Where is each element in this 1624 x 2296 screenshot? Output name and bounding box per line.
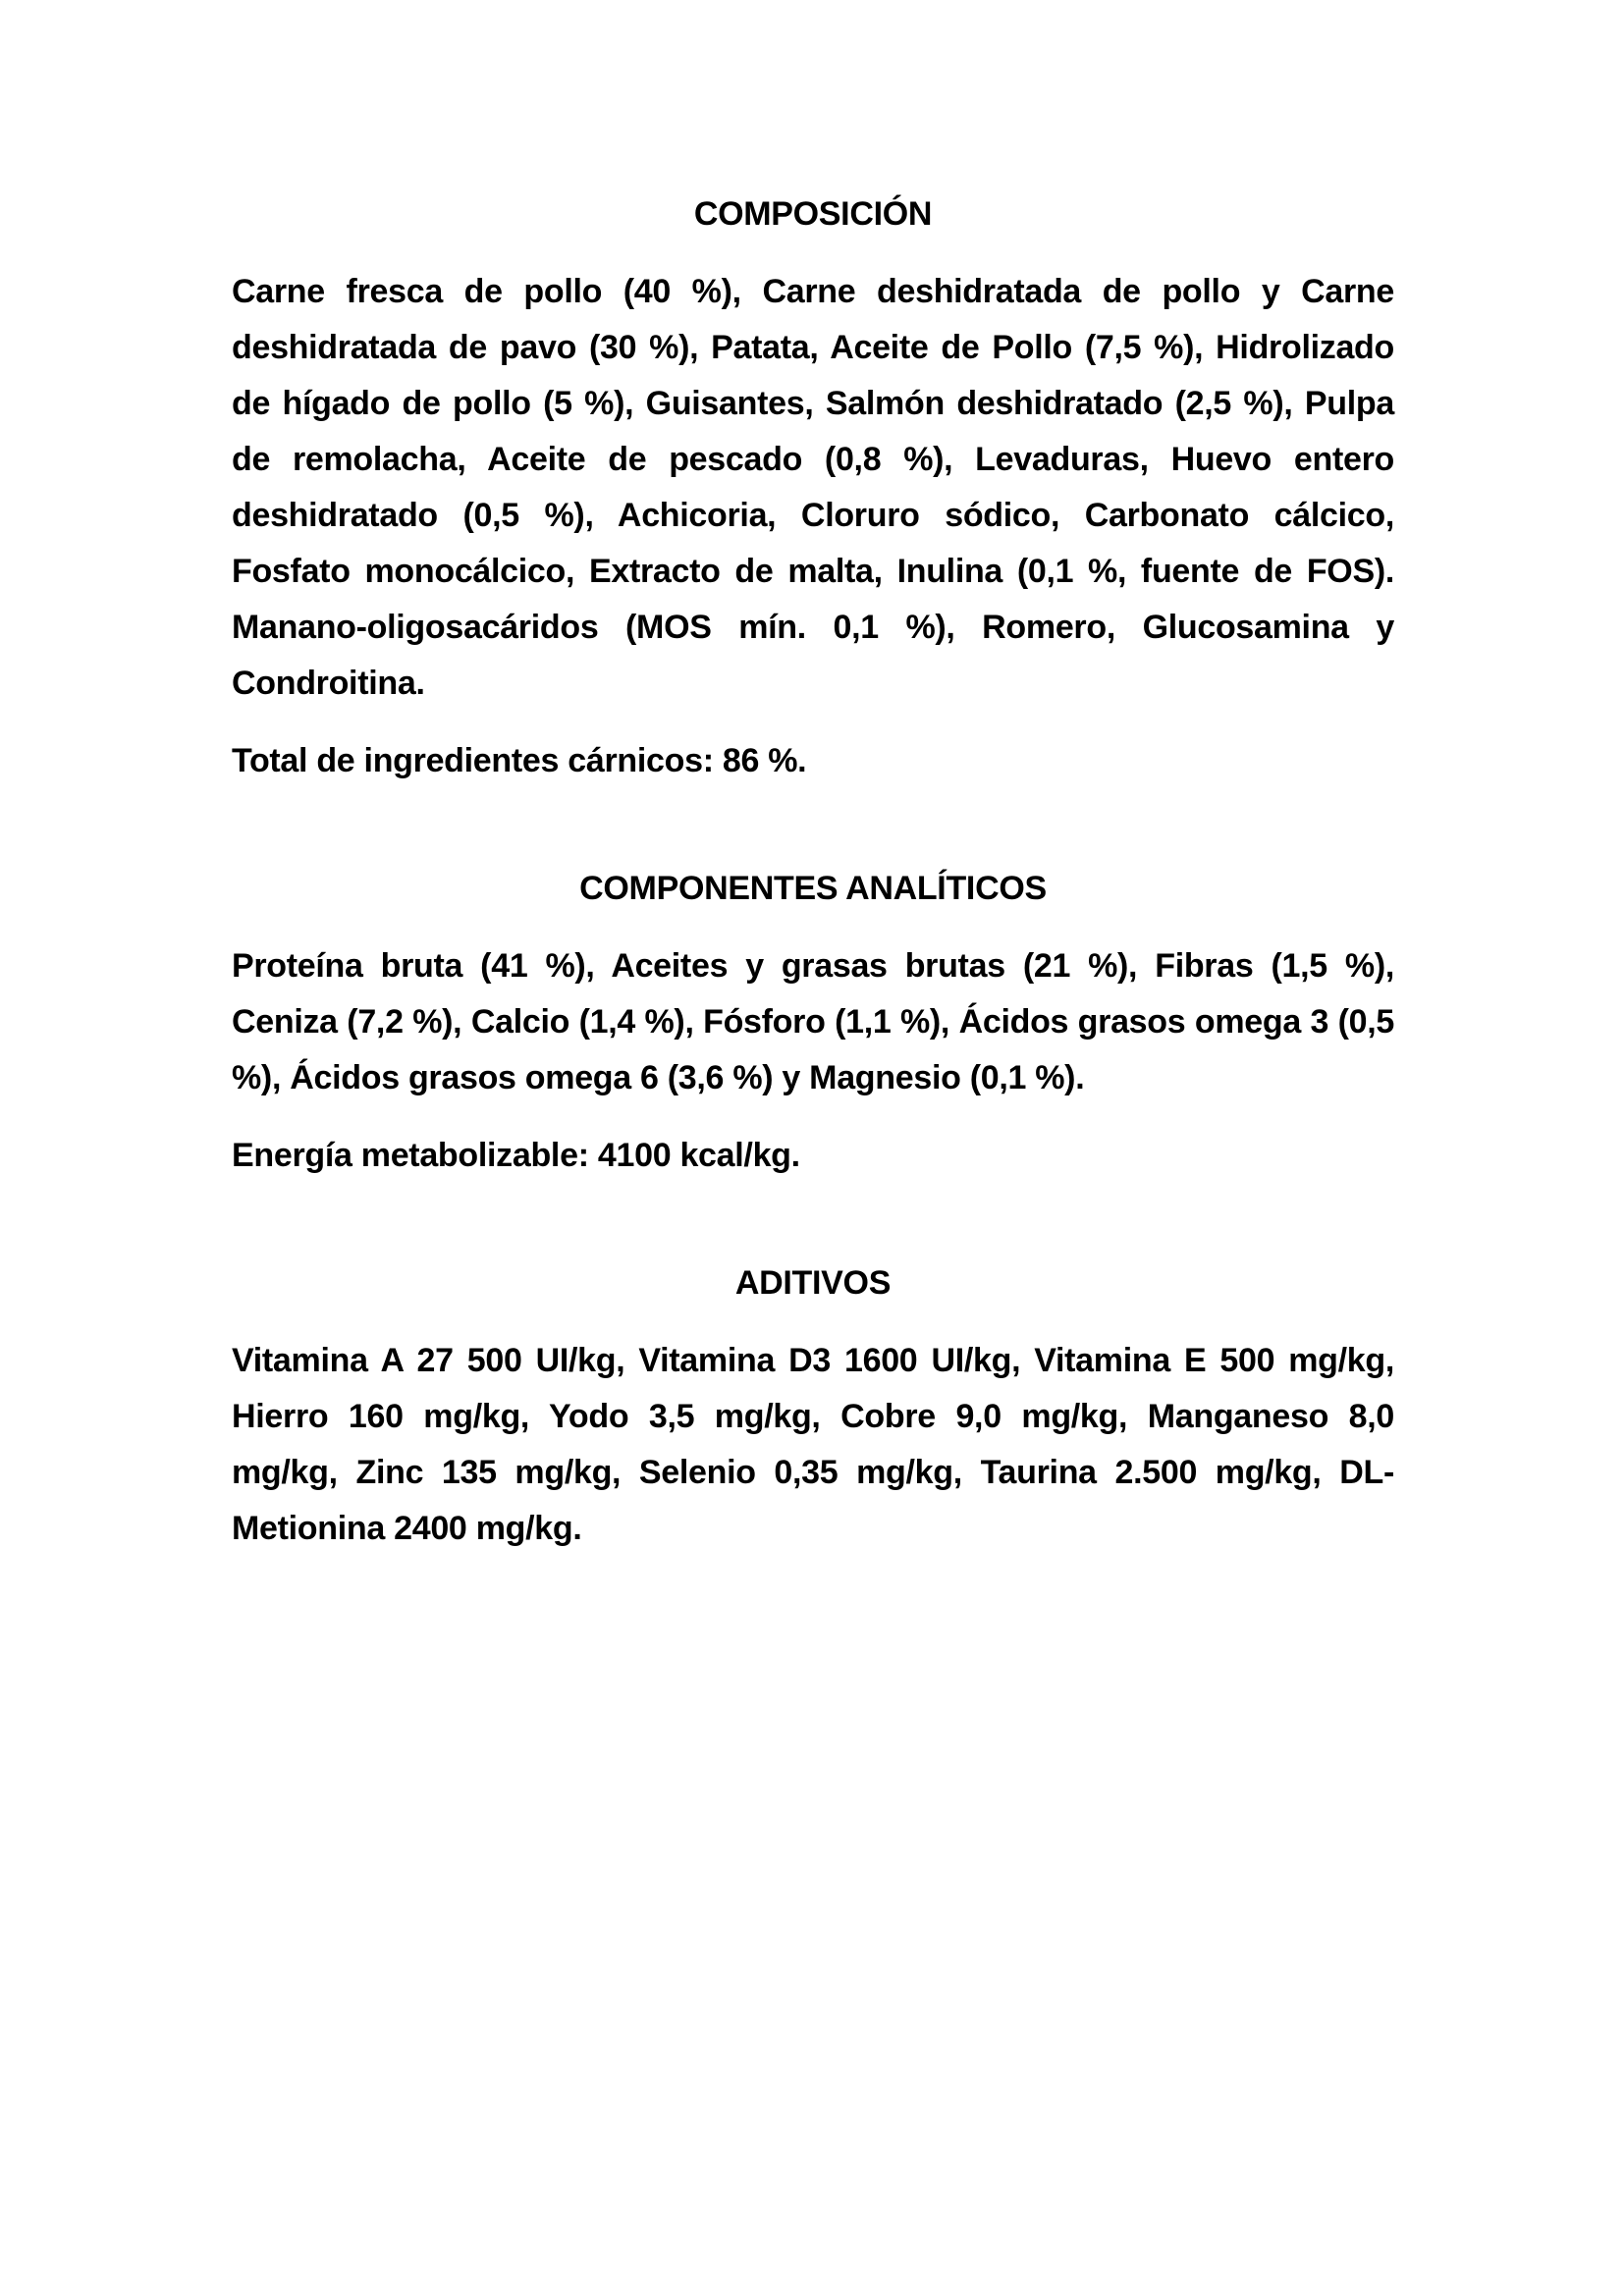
section-componentes-analiticos [232,861,1394,1184]
composicion-ingredients-paragraph: Carne fresca de pollo (40 %), Carne deshidratada de pollo y Carne deshidratada de pavo (30 %), Patata, Aceite de Pollo (7,5 %), Hidrolizado de hígado de pollo (5 %), Guisantes, Salmón deshidratado (2,5 %), Pulpa de remolacha, Aceite de pescado (0,8 %), Levaduras, Huevo entero deshidratado (0,5 %), Achicoria, Cloruro sódico, Carbonato cálcico, Fosfato monocálcico, Extracto de malta, Inulina (0,1 %, fuente de FOS). Manano-oligosacáridos (MOS mín. 0,1 %), Romero, Glucosamina y Condroitina. [232,273,1394,702]
componentes-analiticos-heading: COMPONENTES ANALÍTICOS [579,870,1047,907]
aditivos-paragraph: Vitamina A 27 500 UI/kg, Vitamina D3 1600 UI/kg, Vitamina E 500 mg/kg, Hierro 160 mg/kg, Yodo 3,5 mg/kg, Cobre 9,0 mg/kg, Manganeso 8,0 mg/kg, Zinc 135 mg/kg, Selenio 0,35 mg/kg, Taurina 2.500 mg/kg, DL-Metionina 2400 mg/kg. [232,1342,1394,1547]
composicion-heading: COMPOSICIÓN [693,195,933,233]
energia-metabolizable-line: Energía metabolizable: 4100 kcal/kg. [232,1137,800,1174]
componentes-analiticos-paragraph: Proteína bruta (41 %), Aceites y grasas brutas (21 %), Fibras (1,5 %), Ceniza (7,2 %), Calcio (1,4 %), Fósforo (1,1 %), Ácidos grasos omega 3 (0,5 %), Ácidos grasos omega 6 (3,6 %) y Magnesio (0,1 %). [232,947,1394,1096]
composicion-total-meat-line: Total de ingredientes cárnicos: 86 %. [232,742,807,779]
aditivos-heading: ADITIVOS [734,1264,892,1302]
section-composicion [232,187,1394,789]
section-aditivos [232,1255,1394,1557]
